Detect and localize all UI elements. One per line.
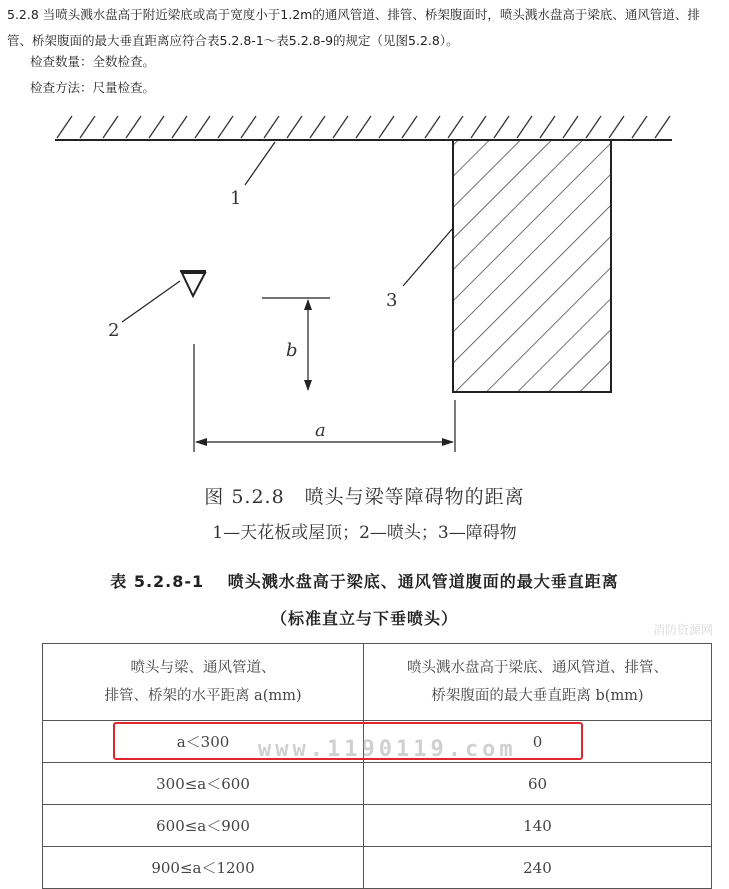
- figure-5-2-8: [0, 100, 729, 460]
- value-cell: 0: [364, 721, 712, 763]
- range-cell: 600≤a＜900: [43, 805, 364, 847]
- table-subtitle: （标准直立与下垂喷头）: [270, 609, 458, 628]
- distance-table: [42, 643, 712, 889]
- url-watermark: www.1190119.com: [258, 737, 517, 762]
- figure-caption: 图 5.2.8 喷头与梁等障碍物的距离: [204, 486, 525, 508]
- ceiling-hatch: [57, 116, 670, 138]
- range-cell: 900≤a＜1200: [43, 847, 364, 889]
- obstacle-beam: [453, 140, 611, 392]
- label-3: 3: [386, 290, 398, 311]
- site-watermark: 消防资源网: [652, 623, 713, 637]
- table-row: [43, 805, 712, 847]
- table-row: [43, 763, 712, 805]
- header-col1-line1: 喷头与梁、通风管道、: [130, 660, 276, 676]
- header-col1-line2: 排管、桥架的水平距离 a(mm): [104, 688, 302, 704]
- value-cell: 60: [364, 763, 712, 805]
- highlight-box: [113, 722, 583, 760]
- table-row: [43, 847, 712, 889]
- header-col2-line2: 桥架腹面的最大垂直距离 b(mm): [431, 688, 644, 704]
- check-method: 检查方法：尺量检查。: [30, 80, 156, 95]
- check-quantity: 检查数量：全数检查。: [30, 54, 156, 69]
- table-title: 表 5.2.8-1 喷头溅水盘高于梁底、通风管道腹面的最大垂直距离: [110, 572, 619, 591]
- range-cell: a＜300: [43, 721, 364, 763]
- header-horizontal-distance: [43, 644, 364, 721]
- header-vertical-distance: [364, 644, 712, 721]
- figure-legend: 1—天花板或屋顶；2—喷头；3—障碍物: [212, 523, 517, 543]
- label-1: 1: [230, 188, 242, 209]
- clause-paragraph: [7, 2, 723, 54]
- clause-text: 5.2.8 当喷头溅水盘高于附近梁底或高于宽度小于1.2m的通风管道、排管、桥架腹面时，喷头溅水盘高于梁底、通风管道、排管、桥架腹面的最大垂直距离应符合表5.2.8-1～表5.2.8-9的规定（见图5.2.8）。: [7, 7, 700, 48]
- label-2: 2: [108, 320, 120, 341]
- sprinkler-icon: [180, 271, 206, 296]
- table-header-row: [43, 644, 712, 721]
- value-cell: 240: [364, 847, 712, 889]
- value-cell: 140: [364, 805, 712, 847]
- header-col2-line1: 喷头溅水盘高于梁底、通风管道、排管、: [407, 660, 668, 676]
- label-b: b: [286, 340, 298, 361]
- range-cell: 300≤a＜600: [43, 763, 364, 805]
- label-a: a: [315, 420, 326, 441]
